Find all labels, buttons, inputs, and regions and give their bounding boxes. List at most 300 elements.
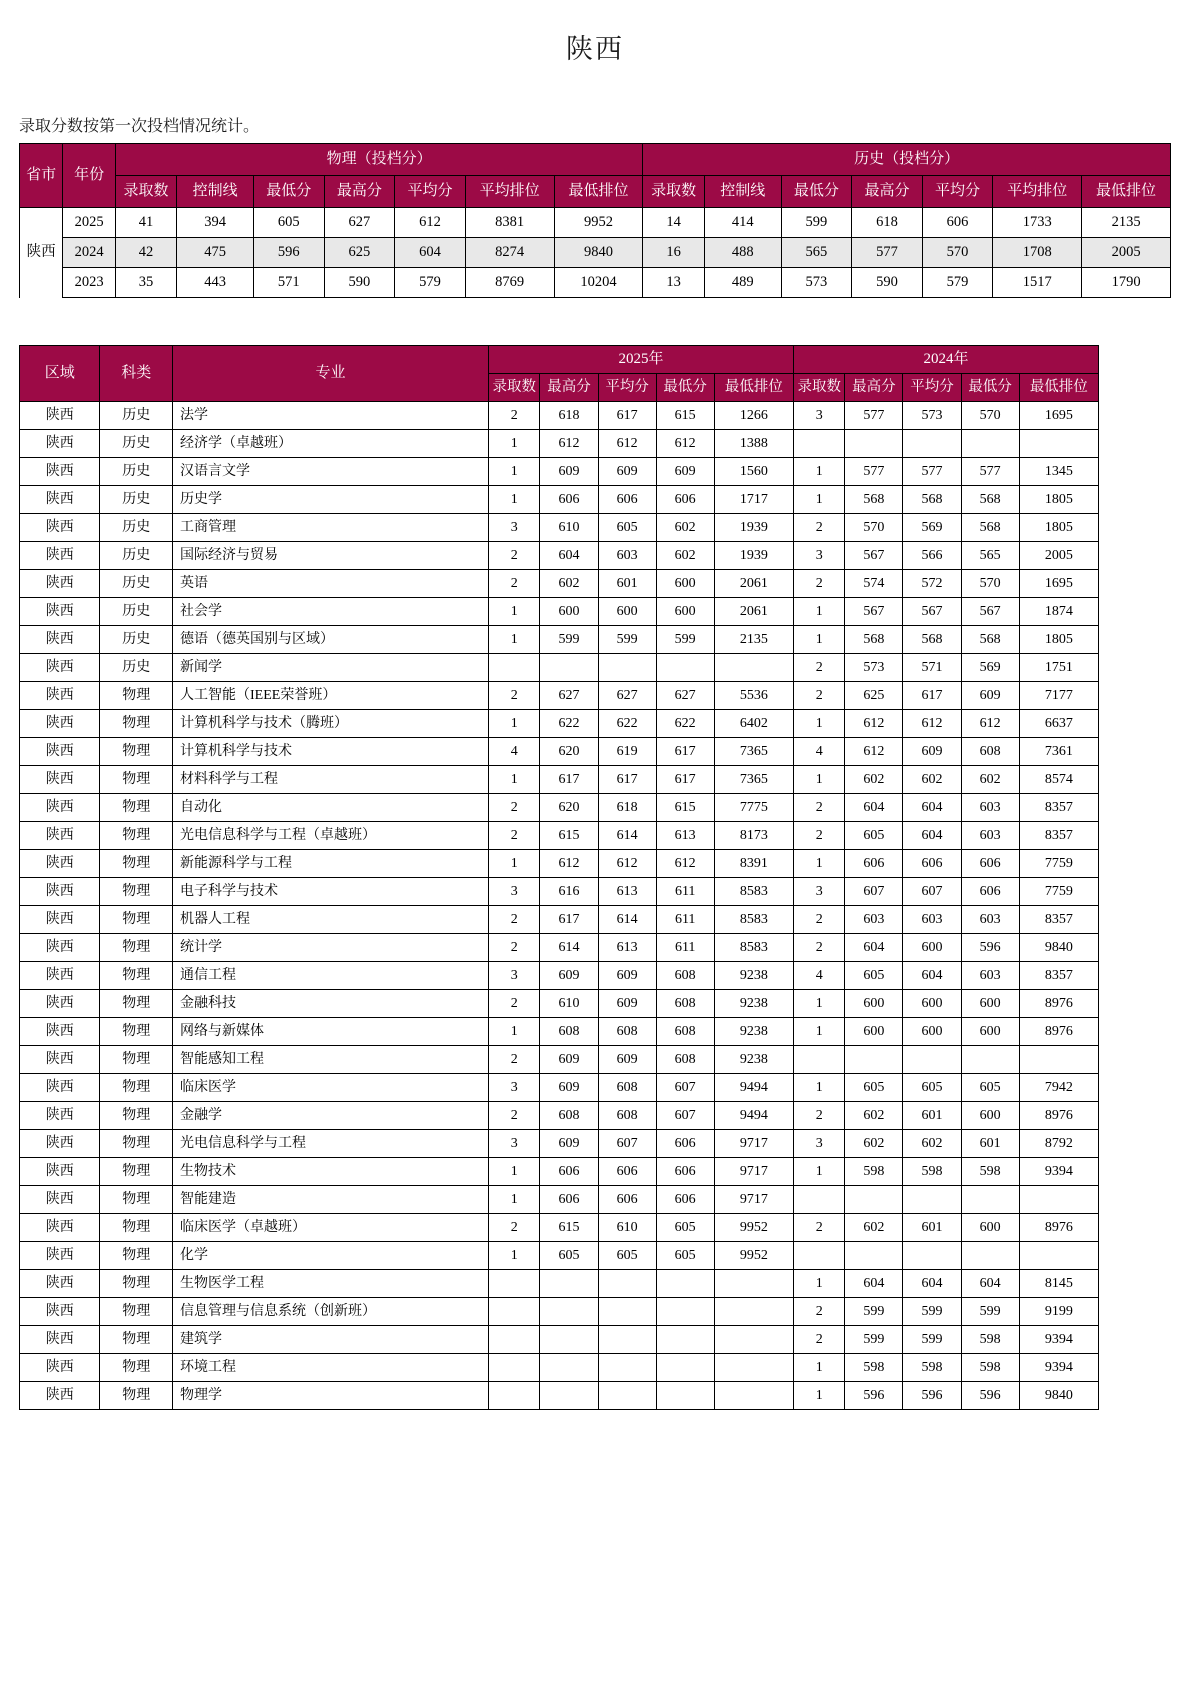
detail-cell-category: 物理: [100, 1186, 173, 1214]
summary-table-row: [20, 238, 1171, 268]
detail-cell-2025-0: 1: [489, 598, 540, 626]
detail-cell-2024-0: [794, 1242, 845, 1270]
detail-cell-2025-2: 606: [598, 486, 656, 514]
detail-cell-2025-4: 8583: [714, 934, 793, 962]
table-row: [20, 1242, 1099, 1270]
detail-cell-2025-1: 608: [540, 1102, 598, 1130]
detail-cell-2024-4: 8976: [1019, 1214, 1098, 1242]
detail-cell-category: 物理: [100, 1382, 173, 1410]
detail-cell-2025-0: 2: [489, 402, 540, 430]
detail-cell-major: 社会学: [173, 598, 489, 626]
detail-cell-2025-0: 2: [489, 1046, 540, 1074]
detail-cell-category: 物理: [100, 1354, 173, 1382]
detail-cell-category: 物理: [100, 1046, 173, 1074]
table-row: [20, 1102, 1099, 1130]
detail-cell-2025-1: [540, 1270, 598, 1298]
detail-cell-2024-4: [1019, 430, 1098, 458]
detail-cell-2024-1: 603: [845, 906, 903, 934]
detail-cell-2024-2: 607: [903, 878, 961, 906]
summary-cell-year: 2023: [63, 268, 115, 298]
detail-cell-region: 陕西: [20, 626, 100, 654]
summary-subheader-history-4: 平均分: [922, 176, 993, 208]
detail-cell-2024-2: 601: [903, 1214, 961, 1242]
detail-cell-2024-0: 4: [794, 738, 845, 766]
detail-cell-2024-3: 603: [961, 906, 1019, 934]
detail-cell-2025-3: 611: [656, 878, 714, 906]
detail-cell-2025-1: 609: [540, 962, 598, 990]
detail-cell-2025-1: 622: [540, 710, 598, 738]
detail-cell-2024-4: 6637: [1019, 710, 1098, 738]
detail-cell-2024-2: 604: [903, 794, 961, 822]
detail-cell-major: 国际经济与贸易: [173, 542, 489, 570]
summary-subheader-physics-3: 最高分: [324, 176, 395, 208]
detail-cell-2024-4: 1751: [1019, 654, 1098, 682]
detail-cell-2025-0: 2: [489, 1102, 540, 1130]
detail-cell-major: 历史学: [173, 486, 489, 514]
detail-cell-2025-4: 2135: [714, 626, 793, 654]
detail-cell-2024-0: 2: [794, 1298, 845, 1326]
detail-cell-2024-0: 2: [794, 1102, 845, 1130]
detail-cell-region: 陕西: [20, 1018, 100, 1046]
detail-cell-2025-2: 622: [598, 710, 656, 738]
detail-cell-2025-3: [656, 654, 714, 682]
detail-cell-region: 陕西: [20, 458, 100, 486]
summary-subheader-history-5: 平均排位: [993, 176, 1082, 208]
detail-cell-2024-0: 2: [794, 682, 845, 710]
detail-cell-2024-0: 2: [794, 654, 845, 682]
detail-cell-2025-1: 610: [540, 514, 598, 542]
detail-cell-2025-1: 620: [540, 738, 598, 766]
detail-cell-region: 陕西: [20, 1382, 100, 1410]
detail-cell-2024-3: 605: [961, 1074, 1019, 1102]
detail-cell-2025-3: 606: [656, 486, 714, 514]
summary-cell-physics-2: 605: [253, 208, 324, 238]
detail-cell-2024-3: 606: [961, 878, 1019, 906]
summary-cell-physics-4: 579: [395, 268, 466, 298]
detail-cell-2025-2: [598, 1382, 656, 1410]
detail-cell-2025-0: [489, 1354, 540, 1382]
detail-cell-major: 计算机科学与技术（腾班）: [173, 710, 489, 738]
summary-cell-province: 陕西: [20, 208, 63, 298]
detail-cell-2024-3: 606: [961, 850, 1019, 878]
detail-cell-2024-0: 2: [794, 1326, 845, 1354]
detail-cell-2024-1: 568: [845, 486, 903, 514]
detail-cell-region: 陕西: [20, 1270, 100, 1298]
detail-cell-2025-3: 617: [656, 738, 714, 766]
detail-cell-region: 陕西: [20, 1298, 100, 1326]
detail-cell-2024-1: 599: [845, 1326, 903, 1354]
detail-cell-2025-3: [656, 1270, 714, 1298]
detail-cell-2025-4: 8391: [714, 850, 793, 878]
detail-cell-2024-2: 572: [903, 570, 961, 598]
detail-cell-2025-2: [598, 1298, 656, 1326]
table-row: [20, 1046, 1099, 1074]
detail-cell-2024-4: 7942: [1019, 1074, 1098, 1102]
detail-cell-2024-3: 603: [961, 962, 1019, 990]
detail-cell-2024-2: 606: [903, 850, 961, 878]
detail-cell-2025-3: 609: [656, 458, 714, 486]
detail-cell-2025-2: 619: [598, 738, 656, 766]
detail-cell-2024-4: 7759: [1019, 878, 1098, 906]
detail-cell-2025-4: 9494: [714, 1102, 793, 1130]
summary-cell-physics-5: 8381: [465, 208, 554, 238]
summary-cell-history-3: 618: [852, 208, 923, 238]
detail-cell-2024-2: 604: [903, 962, 961, 990]
detail-cell-2025-3: [656, 1354, 714, 1382]
detail-cell-2024-4: 8976: [1019, 1018, 1098, 1046]
detail-cell-2024-3: 567: [961, 598, 1019, 626]
summary-cell-physics-5: 8769: [465, 268, 554, 298]
detail-cell-2025-2: 605: [598, 514, 656, 542]
detail-cell-2025-4: 1388: [714, 430, 793, 458]
table-row: [20, 850, 1099, 878]
detail-cell-2025-4: 8583: [714, 906, 793, 934]
detail-cell-category: 历史: [100, 598, 173, 626]
detail-cell-2025-1: [540, 1326, 598, 1354]
summary-cell-history-1: 414: [704, 208, 781, 238]
detail-cell-2025-1: 612: [540, 430, 598, 458]
detail-cell-category: 历史: [100, 402, 173, 430]
detail-cell-2024-0: 3: [794, 1130, 845, 1158]
summary-cell-physics-1: 475: [177, 238, 254, 268]
detail-cell-2025-3: 605: [656, 1214, 714, 1242]
summary-subheader-history-3: 最高分: [852, 176, 923, 208]
detail-cell-2025-2: 606: [598, 1158, 656, 1186]
summary-cell-history-5: 1708: [993, 238, 1082, 268]
detail-cell-2024-0: 1: [794, 598, 845, 626]
detail-cell-2025-0: 2: [489, 570, 540, 598]
detail-cell-category: 历史: [100, 626, 173, 654]
detail-cell-2024-1: 605: [845, 1074, 903, 1102]
detail-cell-2024-4: 1695: [1019, 402, 1098, 430]
detail-cell-category: 物理: [100, 822, 173, 850]
summary-cell-history-1: 489: [704, 268, 781, 298]
detail-cell-2024-0: 2: [794, 934, 845, 962]
detail-cell-2025-0: 1: [489, 710, 540, 738]
detail-cell-major: 计算机科学与技术: [173, 738, 489, 766]
summary-header-year: 年份: [63, 144, 115, 208]
summary-cell-history-2: 565: [781, 238, 852, 268]
summary-cell-physics-5: 8274: [465, 238, 554, 268]
detail-cell-2024-2: [903, 1242, 961, 1270]
detail-cell-region: 陕西: [20, 430, 100, 458]
detail-cell-category: 历史: [100, 514, 173, 542]
detail-cell-2024-1: 600: [845, 990, 903, 1018]
detail-cell-2025-1: 609: [540, 1074, 598, 1102]
detail-cell-2025-0: 3: [489, 514, 540, 542]
major-detail-table: [19, 345, 1099, 1410]
summary-header-province: 省市: [20, 144, 63, 208]
summary-subheader-physics-1: 控制线: [177, 176, 254, 208]
summary-cell-history-4: 606: [922, 208, 993, 238]
detail-cell-2025-0: 3: [489, 1130, 540, 1158]
detail-cell-2024-3: 612: [961, 710, 1019, 738]
detail-cell-2024-3: [961, 1046, 1019, 1074]
summary-group-history: 历史（投档分）: [643, 144, 1171, 176]
detail-cell-2024-0: 3: [794, 542, 845, 570]
detail-cell-2025-3: 605: [656, 1242, 714, 1270]
summary-table-row: [20, 268, 1171, 298]
detail-cell-2024-2: [903, 1186, 961, 1214]
detail-cell-category: 物理: [100, 1074, 173, 1102]
detail-cell-2025-1: 604: [540, 542, 598, 570]
summary-subheader-physics-0: 录取数: [115, 176, 177, 208]
detail-cell-2024-0: 1: [794, 458, 845, 486]
detail-cell-2024-1: 612: [845, 738, 903, 766]
detail-cell-2025-0: 1: [489, 1186, 540, 1214]
detail-cell-2024-4: 8976: [1019, 1102, 1098, 1130]
detail-cell-2025-0: 3: [489, 962, 540, 990]
detail-cell-category: 物理: [100, 738, 173, 766]
detail-cell-2024-4: 8145: [1019, 1270, 1098, 1298]
detail-cell-2024-2: 602: [903, 1130, 961, 1158]
detail-cell-2025-3: 602: [656, 542, 714, 570]
detail-cell-2024-4: 8357: [1019, 962, 1098, 990]
summary-subheader-physics-6: 最低排位: [554, 176, 643, 208]
detail-cell-2024-3: [961, 1186, 1019, 1214]
detail-cell-major: 新能源科学与工程: [173, 850, 489, 878]
summary-cell-year: 2025: [63, 208, 115, 238]
summary-subheader-physics-2: 最低分: [253, 176, 324, 208]
detail-cell-2024-1: [845, 1046, 903, 1074]
detail-cell-2024-0: 2: [794, 514, 845, 542]
table-row: [20, 654, 1099, 682]
table-row: [20, 1214, 1099, 1242]
detail-cell-region: 陕西: [20, 1186, 100, 1214]
detail-cell-major: 法学: [173, 402, 489, 430]
detail-cell-2025-2: 605: [598, 1242, 656, 1270]
detail-cell-major: 信息管理与信息系统（创新班）: [173, 1298, 489, 1326]
detail-cell-region: 陕西: [20, 514, 100, 542]
detail-cell-2024-4: [1019, 1242, 1098, 1270]
detail-cell-2024-2: [903, 1046, 961, 1074]
detail-cell-2025-1: 615: [540, 822, 598, 850]
detail-cell-2025-1: 609: [540, 1130, 598, 1158]
detail-cell-2025-4: 7365: [714, 766, 793, 794]
detail-cell-category: 历史: [100, 430, 173, 458]
detail-cell-2024-0: 1: [794, 1354, 845, 1382]
detail-cell-2025-2: 601: [598, 570, 656, 598]
detail-cell-2024-1: 567: [845, 598, 903, 626]
table-row: [20, 1130, 1099, 1158]
table-row: [20, 1158, 1099, 1186]
summary-subheader-history-6: 最低排位: [1082, 176, 1171, 208]
detail-cell-2025-4: [714, 654, 793, 682]
detail-cell-region: 陕西: [20, 990, 100, 1018]
detail-cell-2024-2: 569: [903, 514, 961, 542]
detail-cell-region: 陕西: [20, 934, 100, 962]
detail-cell-2025-1: 606: [540, 1186, 598, 1214]
detail-cell-2024-3: 603: [961, 822, 1019, 850]
detail-cell-category: 物理: [100, 794, 173, 822]
detail-cell-2025-2: 609: [598, 962, 656, 990]
table-row: [20, 626, 1099, 654]
detail-cell-category: 物理: [100, 682, 173, 710]
detail-cell-2024-2: 600: [903, 934, 961, 962]
summary-cell-history-3: 590: [852, 268, 923, 298]
detail-cell-2024-3: 568: [961, 626, 1019, 654]
detail-cell-category: 物理: [100, 1242, 173, 1270]
summary-cell-physics-0: 41: [115, 208, 177, 238]
detail-cell-2025-0: [489, 654, 540, 682]
detail-cell-region: 陕西: [20, 850, 100, 878]
detail-cell-region: 陕西: [20, 738, 100, 766]
detail-cell-2025-4: [714, 1354, 793, 1382]
detail-cell-2024-3: 568: [961, 486, 1019, 514]
detail-cell-2025-3: 615: [656, 402, 714, 430]
summary-cell-physics-6: 9840: [554, 238, 643, 268]
summary-subheader-history-1: 控制线: [704, 176, 781, 208]
detail-cell-2025-4: 5536: [714, 682, 793, 710]
detail-cell-2025-3: [656, 1326, 714, 1354]
summary-cell-physics-1: 394: [177, 208, 254, 238]
detail-cell-major: 临床医学: [173, 1074, 489, 1102]
summary-table-head: [20, 144, 1171, 208]
detail-cell-2025-2: 608: [598, 1102, 656, 1130]
detail-cell-2025-3: 607: [656, 1074, 714, 1102]
detail-cell-2025-2: 612: [598, 850, 656, 878]
detail-cell-2024-3: 600: [961, 1102, 1019, 1130]
detail-cell-2024-1: 596: [845, 1382, 903, 1410]
detail-cell-category: 物理: [100, 1326, 173, 1354]
detail-cell-major: 网络与新媒体: [173, 1018, 489, 1046]
detail-cell-2024-4: 1805: [1019, 626, 1098, 654]
detail-cell-2025-0: 2: [489, 1214, 540, 1242]
detail-cell-2025-4: 8583: [714, 878, 793, 906]
detail-cell-2024-2: 603: [903, 906, 961, 934]
detail-cell-2024-4: 1695: [1019, 570, 1098, 598]
summary-subheader-physics-5: 平均排位: [465, 176, 554, 208]
detail-cell-2025-1: 605: [540, 1242, 598, 1270]
detail-cell-major: 经济学（卓越班）: [173, 430, 489, 458]
detail-subheader-2024-2: 平均分: [903, 374, 961, 402]
detail-cell-2025-4: 1939: [714, 542, 793, 570]
detail-cell-2024-3: 599: [961, 1298, 1019, 1326]
detail-cell-2025-2: 607: [598, 1130, 656, 1158]
detail-cell-2024-2: 598: [903, 1354, 961, 1382]
detail-cell-2025-1: 609: [540, 458, 598, 486]
detail-cell-2024-1: 577: [845, 402, 903, 430]
table-row: [20, 766, 1099, 794]
detail-cell-2024-1: 574: [845, 570, 903, 598]
table-row: [20, 1270, 1099, 1298]
summary-cell-history-4: 570: [922, 238, 993, 268]
detail-cell-2025-4: 8173: [714, 822, 793, 850]
detail-cell-2025-0: 2: [489, 542, 540, 570]
detail-cell-2025-2: 609: [598, 458, 656, 486]
summary-cell-physics-0: 42: [115, 238, 177, 268]
detail-cell-major: 金融学: [173, 1102, 489, 1130]
table-row: [20, 710, 1099, 738]
detail-cell-2024-0: 1: [794, 1382, 845, 1410]
detail-cell-major: 智能建造: [173, 1186, 489, 1214]
detail-cell-2024-2: [903, 430, 961, 458]
detail-cell-region: 陕西: [20, 1214, 100, 1242]
detail-cell-2024-1: 570: [845, 514, 903, 542]
detail-cell-2025-3: 615: [656, 794, 714, 822]
detail-cell-2024-3: 598: [961, 1326, 1019, 1354]
summary-cell-history-6: 2005: [1082, 238, 1171, 268]
detail-cell-2025-4: 9238: [714, 990, 793, 1018]
detail-cell-region: 陕西: [20, 1354, 100, 1382]
detail-cell-major: 临床医学（卓越班）: [173, 1214, 489, 1242]
detail-cell-2024-1: 605: [845, 822, 903, 850]
detail-cell-2025-4: 9717: [714, 1186, 793, 1214]
detail-cell-2024-4: 9840: [1019, 934, 1098, 962]
detail-cell-2025-4: 9717: [714, 1158, 793, 1186]
detail-cell-major: 生物技术: [173, 1158, 489, 1186]
summary-cell-history-5: 1517: [993, 268, 1082, 298]
detail-cell-major: 生物医学工程: [173, 1270, 489, 1298]
detail-cell-2024-3: 600: [961, 1214, 1019, 1242]
detail-cell-region: 陕西: [20, 1046, 100, 1074]
detail-cell-2025-4: 7775: [714, 794, 793, 822]
detail-cell-2025-2: 599: [598, 626, 656, 654]
detail-cell-2024-3: 609: [961, 682, 1019, 710]
detail-cell-2024-3: 596: [961, 1382, 1019, 1410]
detail-header-region: 区域: [20, 346, 100, 402]
detail-group-2024: 2024年: [794, 346, 1099, 374]
detail-cell-category: 物理: [100, 1270, 173, 1298]
detail-cell-region: 陕西: [20, 1130, 100, 1158]
detail-cell-region: 陕西: [20, 654, 100, 682]
detail-cell-2024-4: 8357: [1019, 794, 1098, 822]
detail-cell-2025-0: [489, 1298, 540, 1326]
detail-header-major: 专业: [173, 346, 489, 402]
summary-cell-physics-0: 35: [115, 268, 177, 298]
detail-cell-2024-3: 565: [961, 542, 1019, 570]
detail-cell-2025-0: 1: [489, 1158, 540, 1186]
summary-cell-physics-4: 604: [395, 238, 466, 268]
detail-cell-category: 物理: [100, 1214, 173, 1242]
detail-cell-2025-4: 9494: [714, 1074, 793, 1102]
detail-cell-category: 物理: [100, 1298, 173, 1326]
detail-cell-region: 陕西: [20, 1074, 100, 1102]
detail-cell-2024-4: 8976: [1019, 990, 1098, 1018]
detail-cell-major: 机器人工程: [173, 906, 489, 934]
detail-cell-2025-0: 1: [489, 1242, 540, 1270]
detail-cell-2025-1: 599: [540, 626, 598, 654]
detail-cell-2025-0: 2: [489, 990, 540, 1018]
detail-cell-major: 化学: [173, 1242, 489, 1270]
detail-cell-category: 物理: [100, 850, 173, 878]
detail-cell-2024-3: 600: [961, 990, 1019, 1018]
detail-cell-category: 历史: [100, 458, 173, 486]
detail-cell-2024-1: 612: [845, 710, 903, 738]
detail-cell-category: 物理: [100, 990, 173, 1018]
detail-cell-2024-2: 612: [903, 710, 961, 738]
detail-cell-2025-2: 617: [598, 402, 656, 430]
detail-cell-2025-1: 612: [540, 850, 598, 878]
detail-cell-2024-1: [845, 430, 903, 458]
detail-cell-2024-0: [794, 1186, 845, 1214]
detail-subheader-2025-0: 录取数: [489, 374, 540, 402]
detail-cell-2024-4: 9840: [1019, 1382, 1098, 1410]
detail-subheader-2024-4: 最低排位: [1019, 374, 1098, 402]
detail-cell-2024-0: 1: [794, 1018, 845, 1046]
detail-cell-2025-2: 627: [598, 682, 656, 710]
detail-cell-region: 陕西: [20, 682, 100, 710]
detail-cell-2025-2: 603: [598, 542, 656, 570]
detail-cell-2025-2: 609: [598, 1046, 656, 1074]
detail-cell-major: 统计学: [173, 934, 489, 962]
detail-cell-major: 人工智能（IEEE荣誉班）: [173, 682, 489, 710]
summary-cell-history-5: 1733: [993, 208, 1082, 238]
detail-cell-2025-0: [489, 1270, 540, 1298]
detail-cell-2024-0: 3: [794, 402, 845, 430]
detail-cell-major: 英语: [173, 570, 489, 598]
detail-header-category: 科类: [100, 346, 173, 402]
